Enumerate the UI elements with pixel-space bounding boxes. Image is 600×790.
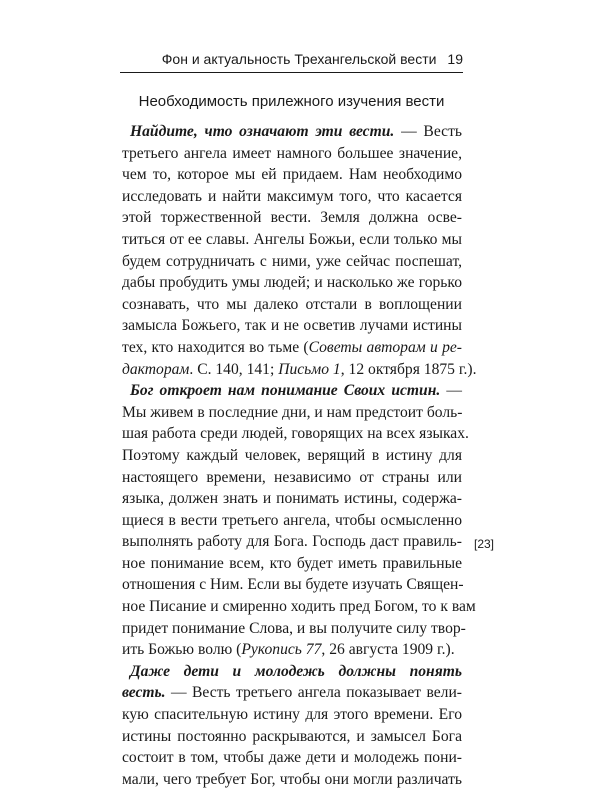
text-line: выполнять работу для Бога. Господь даст правиль-	[122, 533, 462, 551]
text-line: истины постоянно раскрываются, и замысел Бога	[122, 727, 462, 745]
text-line: шая работа среди людей, говорящих на всех языках.	[122, 425, 469, 443]
section-title: Необходимость прилежного изучения вести	[138, 93, 445, 110]
text-line: дакторам. С. 140, 141; Письмо 1, 12 октября 1875 г.).	[122, 360, 477, 378]
text-line	[122, 661, 462, 683]
text-line: весть. — Весть третьего ангела показывает вели-	[122, 684, 462, 702]
source-reference: Письмо 1	[278, 360, 341, 378]
text-line: третьего ангела имеет намного большее значение,	[122, 144, 462, 162]
running-title: Фон и актуальность Трехангельской вести	[161, 51, 437, 67]
text-line: мали, чего требует Бог, чтобы они могли различать	[122, 770, 462, 788]
margin-page-reference: [23]	[474, 537, 495, 551]
text-line: тех, кто находится во тьме (Советы авторам и ре-	[122, 338, 462, 356]
text-line: Поэтому каждый человек, верящий в истину для	[122, 446, 462, 464]
text-line: придет понимание Слова, и вы получите силу твор-	[122, 619, 466, 637]
header-rule	[120, 72, 463, 73]
text-line: ить Божью волю (Рукопись 77, 26 августа 1909 г.).	[122, 641, 455, 659]
text-line: кую спасительную истину для этого времени. Его	[122, 706, 462, 724]
text-line: исследовать и найти максимум того, что касается	[122, 187, 462, 205]
running-header	[161, 50, 463, 68]
text-line: будем сотрудничать с ними, уже сейчас поспешат,	[122, 252, 462, 270]
text-line: Мы живем в последние дни, и нам предстоит боль-	[122, 403, 463, 421]
text-line: этой торжественной вести. Земля должна осве-	[122, 209, 462, 227]
text-line: сознавать, что мы далеко отстали в воплощении	[122, 295, 462, 313]
paragraph-heading: весть.	[122, 684, 166, 702]
text-line: ное понимание всем, кто будет иметь правильные	[122, 554, 462, 572]
page-number: 19	[447, 51, 463, 67]
text-line: Найдите, что означают эти вести. — Весть	[130, 123, 462, 140]
paragraph-heading: Даже дети и молодежь должны понять	[130, 662, 462, 680]
paragraph-heading: Бог откроет нам понимание Своих истин.	[130, 382, 441, 400]
text-line: титься от ее славы. Ангелы Божьи, если только мы	[122, 230, 462, 248]
source-reference: Советы авторам и ре-	[308, 338, 462, 356]
text-line: Бог откроет нам понимание Своих истин. —	[130, 382, 462, 400]
source-reference: дакторам	[122, 360, 190, 378]
text-line: настоящего времени, независимо от страны или	[122, 468, 462, 486]
text-line: ное Писание и смиренно ходить пред Богом, то к вам	[122, 598, 476, 616]
text-line: состоит в том, чтобы даже дети и молодежь пони-	[122, 749, 462, 767]
text-line: дабы пробудить умы людей; и насколько же горько	[122, 274, 462, 292]
text-line: щиеся в вести третьего ангела, чтобы осмысленно	[122, 511, 462, 529]
text-line: языка, должен знать и понимать истины, содержа-	[122, 490, 462, 508]
text-line: чем то, которое мы ей придаем. Нам необходимо	[122, 166, 462, 184]
body-text	[122, 121, 477, 790]
text-line: замысла Божьего, так и не осветив лучами истины	[122, 317, 462, 335]
source-reference: Рукопись 77	[241, 641, 322, 659]
text-line: отношения с Ним. Если вы будете изучать Священ-	[122, 576, 464, 594]
paragraph-heading: Найдите, что означают эти вести.	[130, 123, 395, 140]
